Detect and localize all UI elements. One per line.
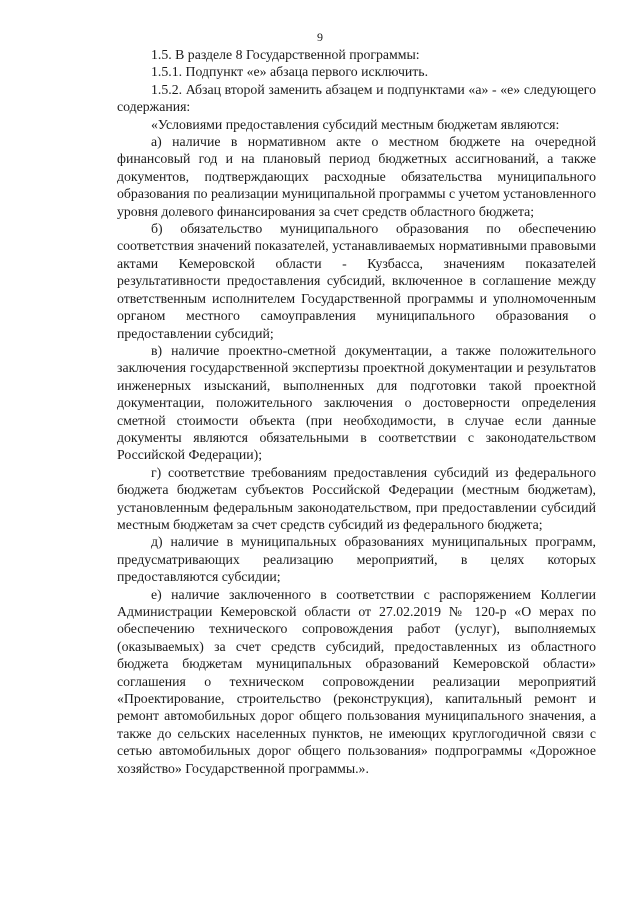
page-number: 9 [317,30,323,44]
subsection-1-5-2: 1.5.2. Абзац второй заменить абзацем и подпунктами «а» - «е» следующего содержания: [117,81,596,115]
condition-e: е) наличие заключенного в соответствии с распоряжением Коллегии Администрации Кемеровской области от 27.02.2019 № 120-р «О мерах по обеспечению технического сопровождения работ (услуг), выполняемых (оказываемых) за счет средств субсидий, предоставленных из областного бюджета бюджетам муниципальных образований Кемеровской области» соглашения о техническом сопровождении реализации мероприятий «Проектирование, строительство (реконструкция), капитальный ремонт и ремонт автомобильных дорог общего пользования муниципального значения, а также до сельских населенных пунктов, не имеющих круглогодичной связи с сетью автомобильных дорог общего пользования» подпрограммы «Дорожное хозяйство» Государственной программы.». [117,586,596,776]
condition-d: д) наличие в муниципальных образованиях муниципальных программ, предусматривающих реализацию мероприятий, в целях которых предоставляются субсидии; [117,534,596,585]
conditions-intro: «Условиями предоставления субсидий местным бюджетам являются: [151,116,560,132]
section-heading: 1.5. В разделе 8 Государственной программы: [151,47,420,62]
subsection-1-5-1: 1.5.1. Подпункт «е» абзаца первого исключить. [151,64,429,80]
condition-a: а) наличие в нормативном акте о местном бюджете на очередной финансовый год и на плановый период бюджетных ассигнований, а также документов, подтверждающих расходные обязательства муниципального образования по реализации муниципальной программы с учетом установленного уровня долевого финансирования за счет средств областного бюджета; [117,134,597,219]
document-body [117,46,596,777]
condition-v: в) наличие проектно-сметной документации, а также положительного заключения государственной экспертизы проектной документации и результатов инженерных изысканий, выполненных для подготовки такой проектной документации, положительного заключения о достоверности определения сметной стоимости объекта (при необходимости, в случае если данные документы являются обязательными в соответствии с законодательством Российской Федерации); [117,342,596,463]
condition-g: г) соответствие требованиям предоставления субсидий из федерального бюджета бюджетам субъектов Российской Федерации (местным бюджетам), установленным федеральным законодательством, при предоставлении субсидий местным бюджетам за счет средств субсидий из федерального бюджета; [117,464,596,532]
condition-b: б) обязательство муниципального образования по обеспечению соответствия значений показателей, устанавливаемых нормативными правовыми актами Кемеровской области - Кузбасса, значениям показателей результативности предоставления субсидий, включенное в соглашение между ответственным исполнителем Государственной программы и уполномоченным органом местного самоуправления муниципального образования о предоставлении субсидий; [117,221,596,341]
